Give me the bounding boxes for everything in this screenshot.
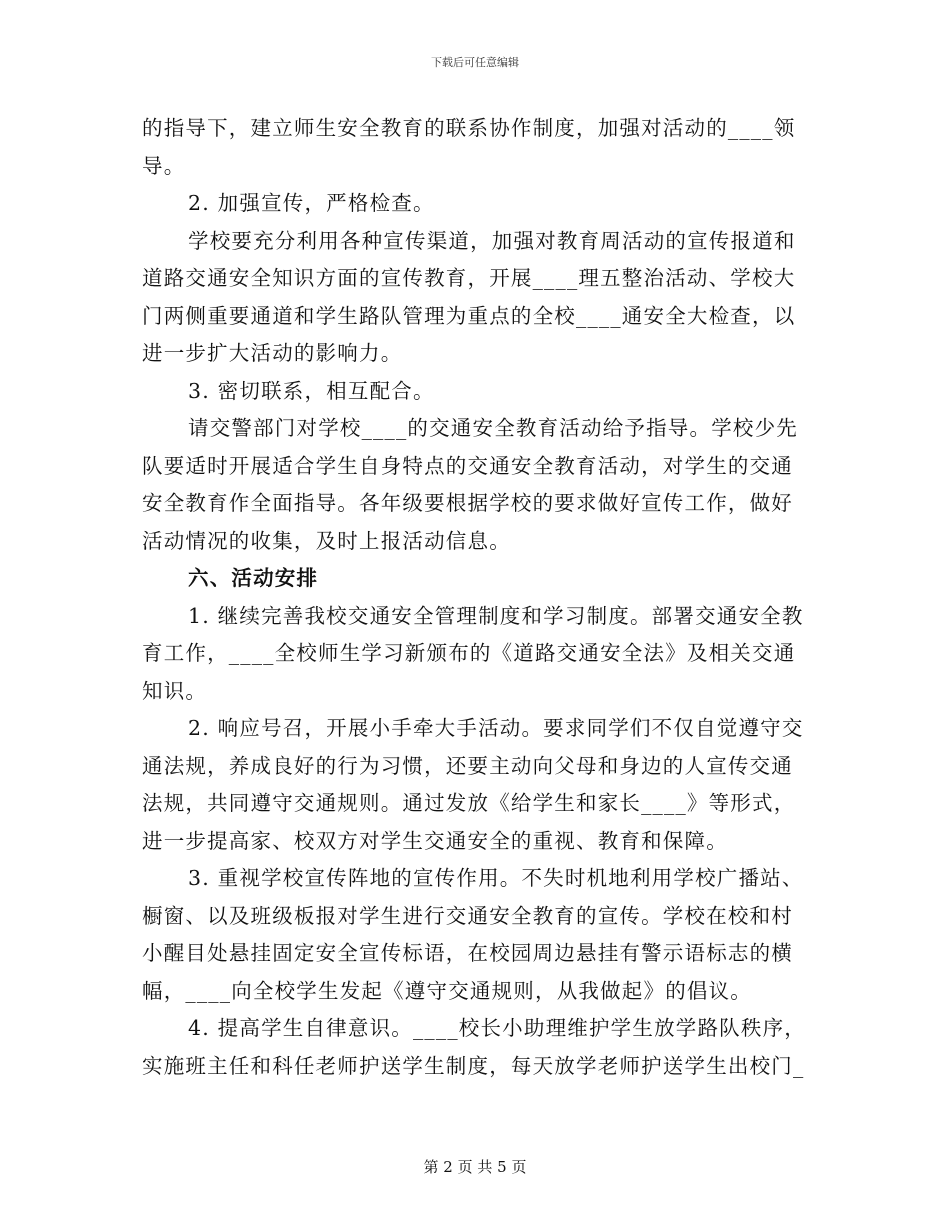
text-line: 幅，____向全校学生发起《遵守交通规则，从我做起》的倡议。	[142, 978, 752, 1003]
text-line: 进一步提高家、校双方对学生交通安全的重视、教育和保障。	[142, 828, 728, 853]
text-line: 小醒目处悬挂固定安全宣传标语，在校园周边悬挂有警示语标志的横	[142, 941, 793, 965]
text-line: 学校要充分利用各种宣传渠道，加强对教育周活动的宣传报道和	[188, 228, 796, 253]
text-line: 队要适时开展适合学生自身特点的交通安全教育活动，对学生的交通	[142, 453, 793, 478]
page-footer: 第 2 页 共 5 页	[423, 1158, 527, 1176]
section-heading: 六、活动安排	[188, 566, 319, 590]
text-line: 知识。	[142, 678, 208, 703]
text-line: 道路交通安全知识方面的宣传教育，开展____理五整治活动、学校大	[142, 266, 796, 290]
text-line: 的指导下，建立师生安全教育的联系协作制度，加强对活动的____领	[142, 116, 796, 140]
document-body	[142, 110, 806, 1085]
text-line: 门两侧重要通道和学生路队管理为重点的全校____通安全大检查，以	[142, 303, 796, 328]
text-line: 法规，共同遵守交通规则。通过发放《给学生和家长____》等形式，	[142, 791, 796, 815]
text-line: 进一步扩大活动的影响力。	[142, 341, 403, 365]
text-line: 育工作，____全校师生学习新颁布的《道路交通安全法》及相关交通	[142, 641, 796, 665]
text-line: 请交警部门对学校____的交通安全教育活动给予指导。学校少先	[188, 416, 798, 440]
text-line: 安全教育作全面指导。各年级要根据学校的要求做好宣传工作，做好	[142, 491, 793, 515]
text-line: 活动情况的收集，及时上报活动信息。	[142, 528, 511, 553]
text-line: 橱窗、以及班级板报对学生进行交通安全教育的宣传。学校在校和村	[142, 903, 793, 928]
page-header: 下载后可任意编辑	[431, 56, 519, 69]
text-line: 导。	[142, 153, 186, 178]
text-line: 1. 继续完善我校交通安全管理制度和学习制度。部署交通安全教	[188, 603, 804, 628]
text-line: 3. 重视学校宣传阵地的宣传作用。不失时机地利用学校广播站、	[188, 866, 804, 890]
text-line: 2. 响应号召，开展小手牵大手活动。要求同学们不仅自觉遵守交	[188, 716, 804, 740]
text-line: 2. 加强宣传，严格检查。	[188, 191, 435, 215]
text-line: 4. 提高学生自律意识。____校长小助理维护学生放学路队秩序，	[188, 1016, 806, 1040]
text-line: 实施班主任和科任老师护送学生制度，每天放学老师护送学生出校门_	[142, 1053, 805, 1078]
text-line: 通法规，养成良好的行为习惯，还要主动向父母和身边的人宣传交通	[142, 753, 793, 778]
text-line: 3. 密切联系，相互配合。	[188, 378, 435, 403]
